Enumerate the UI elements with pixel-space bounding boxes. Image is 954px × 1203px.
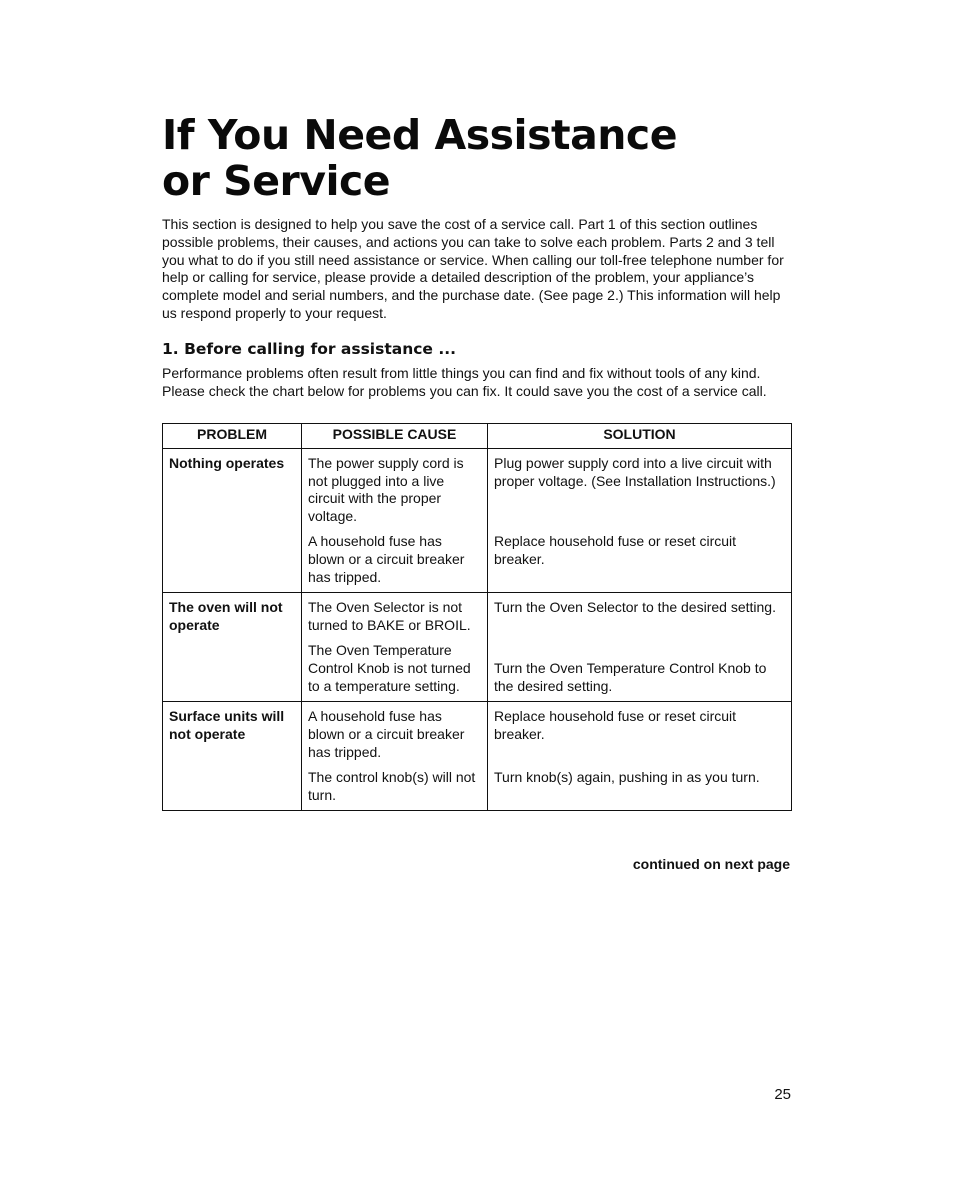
section-heading: 1. Before calling for assistance ... [162,340,457,358]
troubleshooting-table [162,423,792,811]
column-header-problem: PROBLEM [163,424,302,449]
cause-entry: A household fuse has blown or a circuit breaker has tripped. [308,708,465,760]
page-title [162,112,677,204]
page-number: 25 [774,1086,791,1103]
table-header-row [163,424,792,449]
column-header-possible-cause: POSSIBLE CAUSE [302,424,488,449]
column-header-solution: SOLUTION [488,424,792,449]
cause-entry: The control knob(s) will not turn. [308,769,476,803]
problem-cell: The oven will not operate [163,593,302,702]
solution-cell [488,449,792,593]
cause-entry: The Oven Selector is not turned to BAKE or BROIL. [308,599,471,633]
cause-entry: The power supply cord is not plugged into a live circuit with the proper voltage. [308,455,464,524]
cause-entry: A household fuse has blown or a circuit breaker has tripped. [308,533,465,585]
cause-cell [302,593,488,702]
page-title-line-1: If You Need Assistance [162,111,678,159]
section-intro-paragraph: Performance problems often result from little things you can find and fix without tools of any kind. Please check the chart below for problems you can fix. It could save you the cost of a service call. [162,365,767,399]
solution-entry: Replace household fuse or reset circuit breaker. [494,708,737,742]
solution-entry: Plug power supply cord into a live circuit with proper voltage. (See Installation Instructions.) [494,455,776,489]
page-title-line-2: or Service [162,157,391,205]
cause-entry: The Oven Temperature Control Knob is not turned to a temperature setting. [308,642,471,694]
intro-paragraph: This section is designed to help you save the cost of a service call. Part 1 of this section outlines possible problems, their causes, and actions you can take to solve each problem. Parts 2 and 3 tell you what to do if you still need assistance or service. When calling our toll-free telephone number for help or calling for service, please provide a detailed description of the problem, your appliance’s complete model and serial numbers, and the purchase date. (See page 2.) This information will help us respond properly to your request. [162,216,784,321]
table-row [163,593,792,702]
solution-entry: Replace household fuse or reset circuit breaker. [494,533,737,567]
table-row [163,702,792,811]
solution-cell [488,593,792,702]
solution-cell [488,702,792,811]
table-row [163,449,792,593]
cause-cell [302,449,488,593]
cause-cell [302,702,488,811]
solution-entry: Turn knob(s) again, pushing in as you turn. [494,769,760,786]
problem-cell: Nothing operates [163,449,302,593]
problem-cell: Surface units will not operate [163,702,302,811]
continued-note: continued on next page [632,856,790,872]
solution-entry: Turn the Oven Selector to the desired setting. [494,599,776,616]
solution-entry: Turn the Oven Temperature Control Knob to the desired setting. [494,660,767,694]
